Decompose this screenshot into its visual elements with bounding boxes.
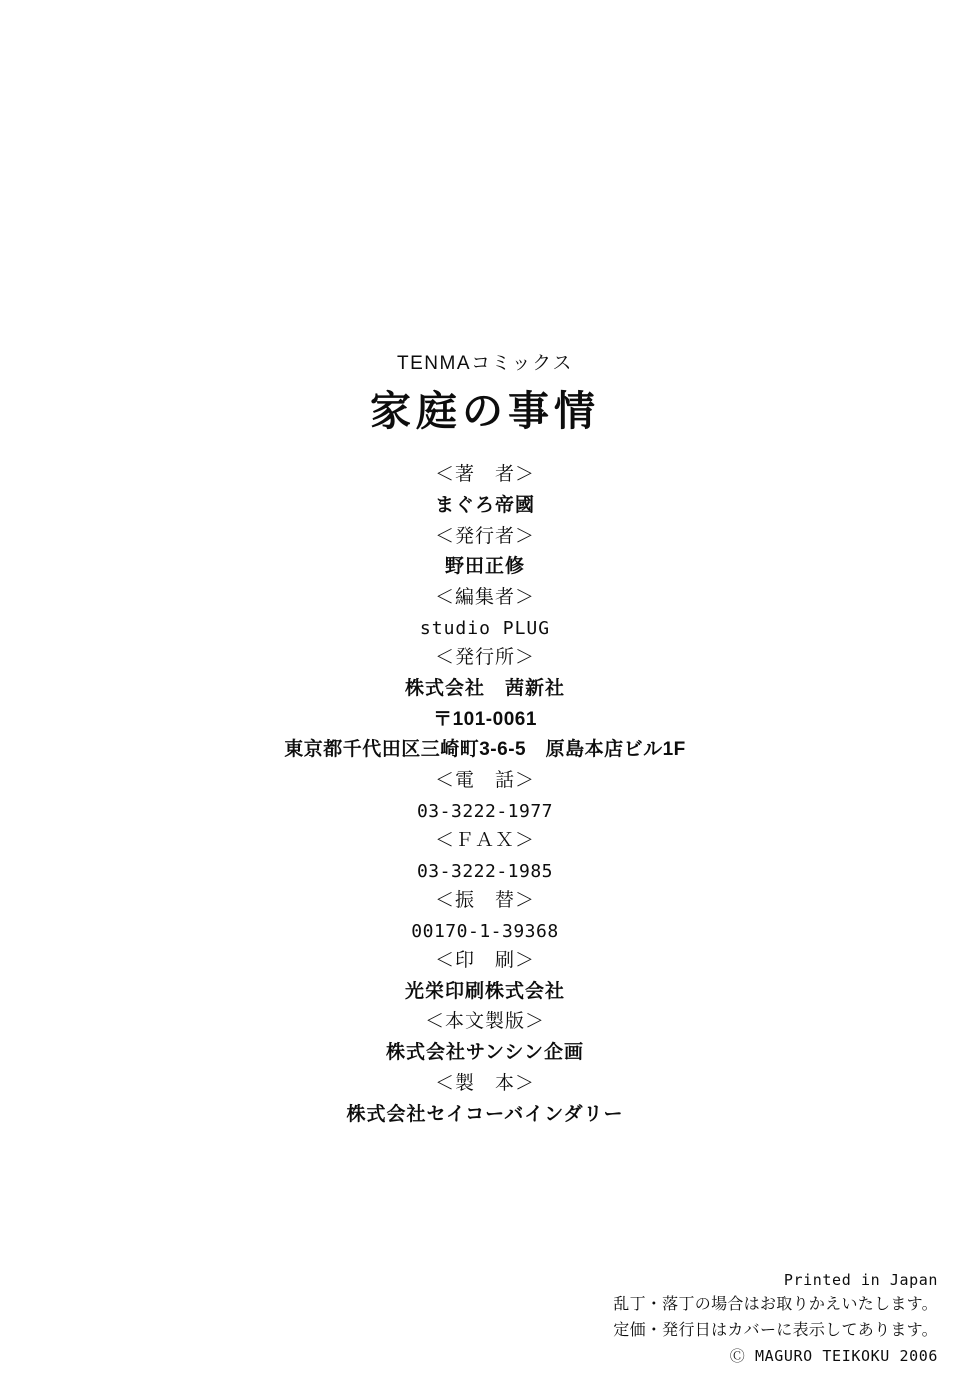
footer-defect-notice: 乱丁・落丁の場合はお取りかえいたします。 <box>613 1295 938 1313</box>
book-title: 家庭の事情 <box>370 388 600 434</box>
field-value-furikae: 00170-1-39368 <box>411 920 559 942</box>
field-value-printing: 光栄印刷株式会社 <box>404 980 565 1002</box>
field-label-printing: ＜印 刷＞ <box>434 949 535 971</box>
field-value-typesetting: 株式会社サンシン企画 <box>385 1042 585 1064</box>
field-value-author: まぐろ帝國 <box>434 494 535 516</box>
field-value-publisher-person: 野田正修 <box>444 556 525 578</box>
footer-printed-in-japan: Printed in Japan <box>783 1270 938 1289</box>
field-editor <box>0 583 970 643</box>
field-label-fax: ＜ＦＡＸ＞ <box>434 830 535 852</box>
field-label-author: ＜著 者＞ <box>434 464 535 486</box>
field-value-editor: studio PLUG <box>419 617 551 639</box>
field-furikae <box>0 886 970 946</box>
field-binding <box>0 1069 970 1131</box>
field-label-binding: ＜製 本＞ <box>434 1072 535 1094</box>
colophon-block <box>0 348 970 1131</box>
field-label-publisher-company: ＜発行所＞ <box>434 647 535 669</box>
field-label-typesetting: ＜本文製版＞ <box>424 1011 545 1033</box>
series-label: TENMAコミックス <box>397 353 573 374</box>
field-value-fax: 03-3222-1985 <box>416 860 554 882</box>
field-label-phone: ＜電 話＞ <box>434 770 535 792</box>
field-label-editor: ＜編集者＞ <box>434 587 535 609</box>
footer-price-notice: 定価・発行日はカバーに表示してあります。 <box>613 1321 938 1339</box>
field-label-furikae: ＜振 替＞ <box>434 889 535 911</box>
address-line: 東京都千代田区三崎町3-6-5 原島本店ビル1F <box>284 739 686 761</box>
field-publisher-company <box>0 643 970 766</box>
field-author <box>0 460 970 522</box>
field-fax <box>0 826 970 886</box>
field-phone <box>0 766 970 826</box>
field-value-phone: 03-3222-1977 <box>416 800 554 822</box>
field-typesetting <box>0 1007 970 1069</box>
field-value-publisher-company: 株式会社 茜新社 <box>404 677 565 699</box>
postal-code: 〒101-0061 <box>433 708 537 730</box>
field-publisher-person <box>0 522 970 584</box>
footer-block <box>613 1268 938 1368</box>
footer-copyright: Ⓒ MAGURO TEIKOKU 2006 <box>729 1346 938 1365</box>
field-printing <box>0 946 970 1008</box>
field-label-publisher-person: ＜発行者＞ <box>434 525 535 547</box>
field-value-binding: 株式会社セイコーバインダリー <box>346 1103 624 1125</box>
